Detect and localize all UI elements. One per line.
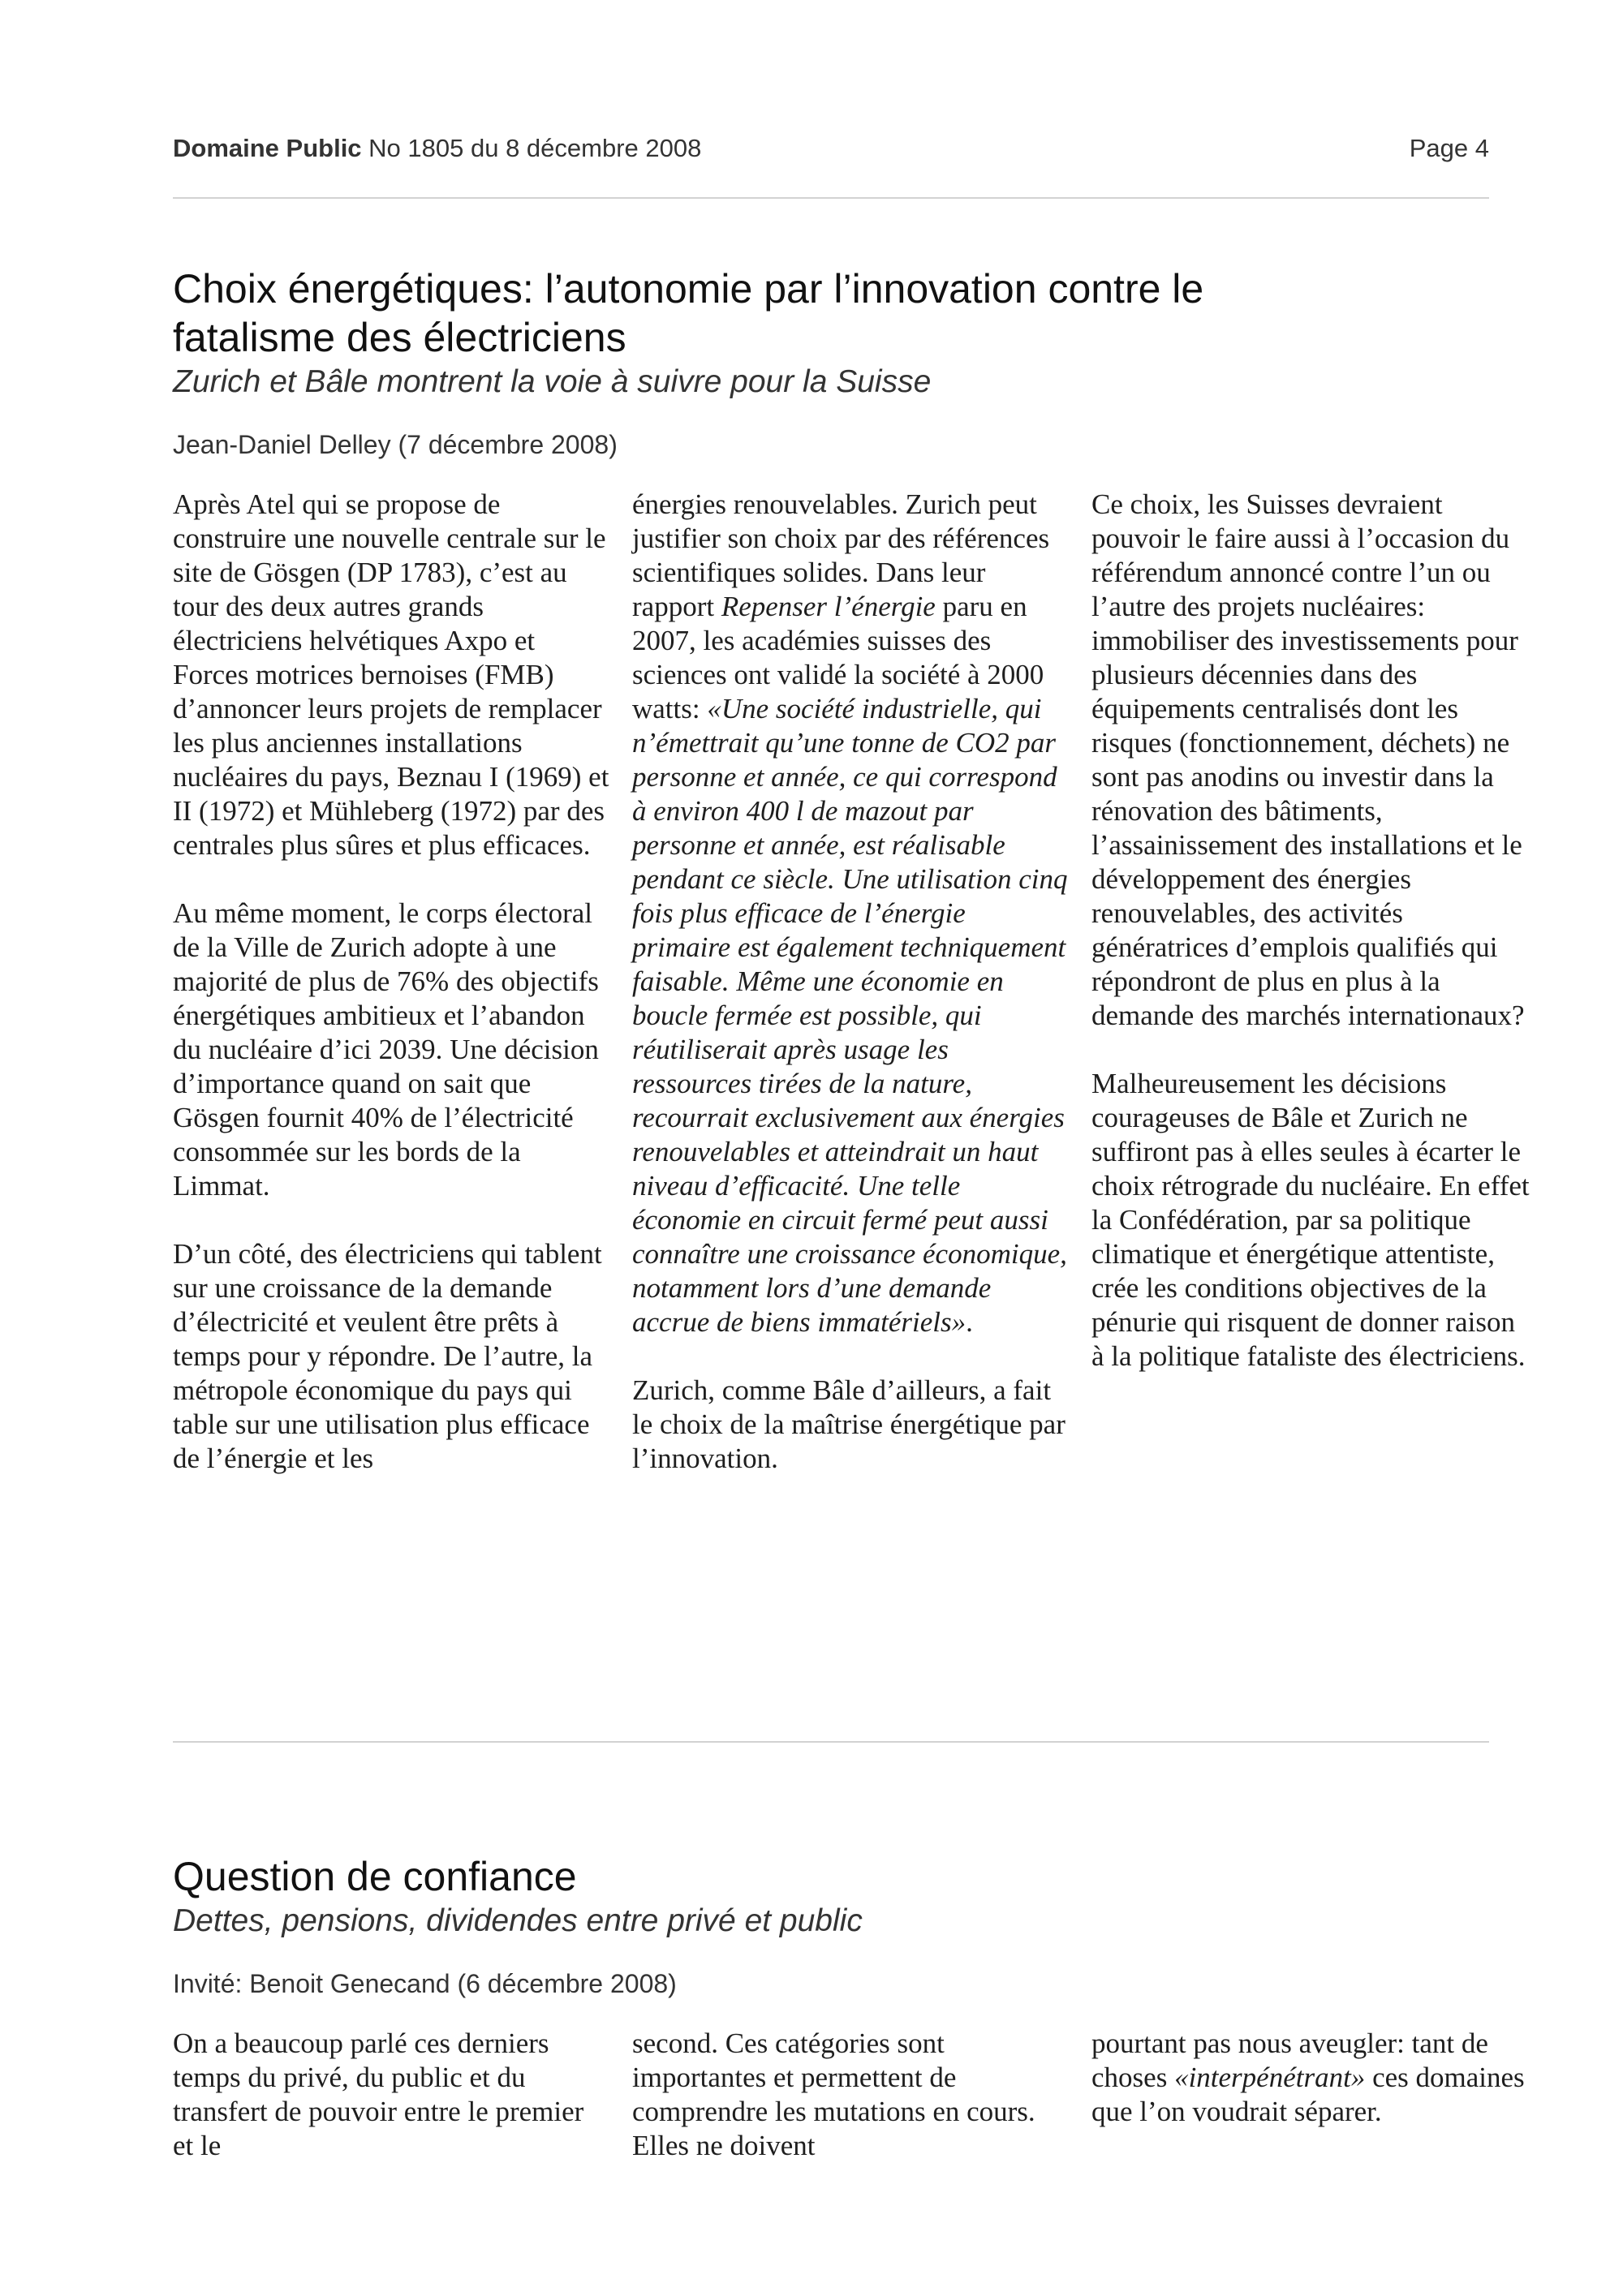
paragraph: Au même moment, le corps électoral de la Ville de Zurich adopte à une majorité de plus de 76% des objectifs énergétiques ambitieux et l’abandon du nucléaire d’ici 2039. Une décision d’importance quand on sait que Gösgen fournit 40% de l’électricité consommée sur les bords de la Limmat. — [173, 897, 599, 1202]
page-number: Page 4 — [1409, 134, 1489, 162]
issue-info: No 1805 du 8 décembre 2008 — [368, 134, 702, 162]
book-title: Repenser l’énergie — [721, 591, 936, 622]
article-subtitle: Dettes, pensions, dividendes entre privé et public — [173, 1903, 863, 1938]
article-divider — [173, 1741, 1489, 1743]
article-title — [173, 264, 1489, 362]
article-title-line-2: fatalisme des électriciens — [173, 315, 626, 360]
article-subtitle: Zurich et Bâle montrent la voie à suivre pour la Suisse — [173, 364, 932, 399]
publication-name: Domaine Public — [173, 134, 362, 162]
article-byline: Jean-Daniel Delley (7 décembre 2008) — [173, 430, 618, 459]
column-3 — [1091, 2027, 1530, 2129]
column-1 — [173, 2027, 611, 2163]
article-title: Question de confiance — [173, 1854, 577, 1899]
paragraph: Ce choix, les Suisses devraient pouvoir le faire aussi à l’occasion du référendum annoncé contre l’un ou l’autre des projets nucléaires: immobiliser des investissements pour plusieurs décennies dans des équipements centralisés dont les risques (fonctionnement, déchets) ne sont pas anodins ou investir dans la rénovation des bâtiments, l’assainissement des installations et le développement des énergies renouvelables, des activités génératrices d’emplois qualifiés qui répondront de plus en plus à la demande des marchés internationaux? — [1091, 488, 1525, 1031]
paragraph: Malheureusement les décisions courageuses de Bâle et Zurich ne suffiront pas à elles seules à écarter le choix rétrograde du nucléaire. En effet la Confédération, par sa politique climatique et énergétique attentiste, crée les conditions objectives de la pénurie qui risquent de donner raison à la politique fataliste des électriciens. — [1091, 1068, 1530, 1372]
text-run: énergies renouvelables. Zurich peut justifier son choix par des références scientifiques solides. Dans leur rapport — [632, 488, 1050, 622]
article-energie — [173, 264, 1530, 1474]
quoted-term: «interpénétrant» — [1174, 2062, 1366, 2093]
article-confiance — [173, 1852, 1525, 2161]
text-run: pourtant pas nous aveugler: tant de choses — [1091, 2027, 1488, 2093]
column-1 — [173, 488, 611, 1476]
text-run: ces domaines que l’on voudrait séparer. — [1091, 2062, 1525, 2127]
paragraph — [1091, 2027, 1530, 2129]
column-2 — [632, 488, 1070, 1476]
header-divider — [173, 197, 1489, 199]
paragraph: Zurich, comme Bâle d’ailleurs, a fait le choix de la maîtrise énergétique par l’innovation. — [632, 1374, 1065, 1474]
article-title-line-1: Choix énergétiques: l’autonomie par l’innovation contre le — [173, 266, 1204, 312]
article-byline: Invité: Benoit Genecand (6 décembre 2008) — [173, 1969, 677, 1998]
paragraph: second. Ces catégories sont importantes et permettent de comprendre les mutations en cours. Elles ne doivent — [632, 2027, 1035, 2161]
text-run: paru en 2007, les académies suisses des sciences ont validé la société à 2000 watts: — [632, 591, 1044, 724]
paragraph: On a beaucoup parlé ces derniers temps du privé, du public et du transfert de pouvoir entre le premier et le — [173, 2027, 584, 2161]
paragraph — [632, 488, 1070, 1339]
column-2 — [632, 2027, 1070, 2163]
column-3 — [1091, 488, 1530, 1374]
paragraph: Après Atel qui se propose de construire une nouvelle centrale sur le site de Gösgen (DP 1783), c’est au tour des deux autres grands électriciens helvétiques Axpo et Forces motrices bernoises (FMB) d’annoncer leurs projets de remplacer les plus anciennes installations nucléaires du pays, Beznau I (1969) et II (1972) et Mühleberg (1972) par des centrales plus sûres et plus efficaces. — [173, 488, 609, 861]
text-run: . — [966, 1306, 973, 1338]
paragraph: D’un côté, des électriciens qui tablent sur une croissance de la demande d’électricité et veulent être prêts à temps pour y répondre. De l’autre, la métropole économique du pays qui table sur une utilisation plus efficace de l’énergie et les — [173, 1238, 602, 1474]
page-header — [173, 134, 1489, 166]
quotation: «Une société industrielle, qui n’émettrait qu’une tonne de CO2 par personne et année, ce qui correspond à environ 400 l de mazout par personne et année, est réalisable pendant ce siècle. Une utilisation cinq fois plus efficace de l’énergie primaire est également techniquement faisable. Même une économie en boucle fermée est possible, qui réutiliserait après usage les ressources tirées de la nature, recourrait exclusivement aux énergies renouvelables et atteindrait un haut niveau d’efficacité. Une telle économie en circuit fermé peut aussi connaître une croissance économique, notamment lors d’une demande accrue de biens immatériels» — [632, 693, 1068, 1338]
